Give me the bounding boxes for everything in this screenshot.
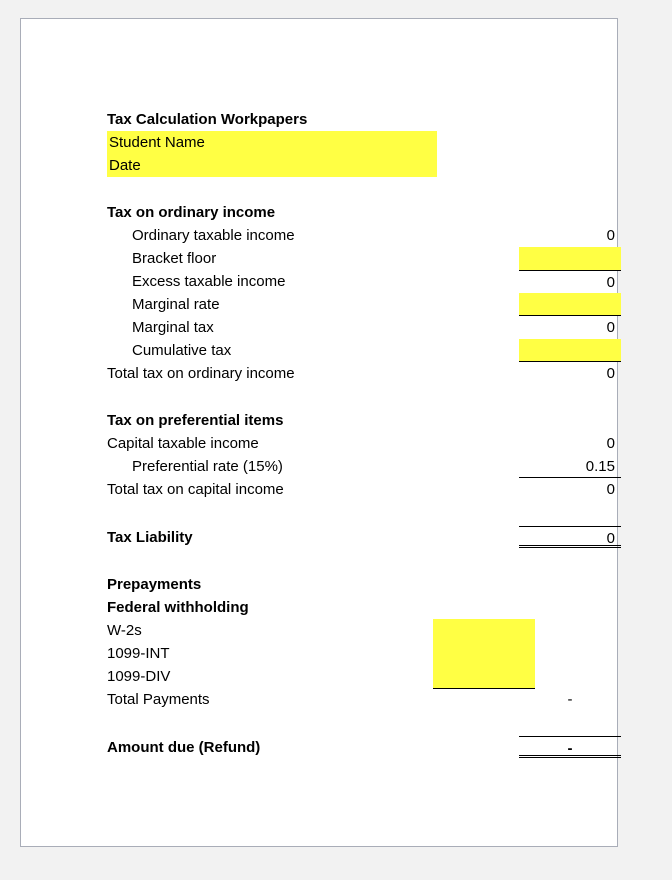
ordinary-row [107,247,537,270]
ordinary-row-label: Excess taxable income [132,273,286,290]
prepayments-heading-row [107,573,537,596]
prepayments-heading: Prepayments [107,576,202,593]
withholding-heading-row [107,596,537,619]
student-name-cell[interactable] [107,131,437,154]
ordinary-row-label: Bracket floor [132,250,217,267]
capital-total-value[interactable]: 0 [606,481,615,498]
cumulative-tax-input[interactable] [519,339,621,362]
total-payments-value[interactable]: - [567,691,573,708]
preferential-heading: Tax on preferential items [107,412,284,429]
ordinary-row-label: Marginal rate [132,296,220,313]
ordinary-row-label: Cumulative tax [132,342,232,359]
preferential-rate-value[interactable]: 0.15 [519,455,621,478]
ordinary-row [107,339,537,362]
capital-total-row [107,478,615,501]
ordinary-row [107,293,537,316]
marginal-tax-value[interactable]: 0 [606,319,615,336]
withholding-item-label: 1099-INT [107,645,170,662]
tax-liability-row [107,526,615,549]
total-payments-label: Total Payments [107,691,210,708]
withholding-item-label: 1099-DIV [107,668,171,685]
amount-due-row [107,736,573,759]
ordinary-row [107,270,615,293]
withholding-item-row [107,619,537,642]
ordinary-row [107,224,615,247]
preferential-heading-row [107,409,537,432]
excess-taxable-income-value[interactable]: 0 [519,270,621,293]
worksheet-title: Tax Calculation Workpapers [107,111,308,128]
capital-income-row [107,432,615,455]
marginal-rate-input[interactable] [519,293,621,316]
capital-income-value[interactable]: 0 [606,435,615,452]
ordinary-heading-row [107,201,537,224]
ordinary-total-label: Total tax on ordinary income [107,365,295,382]
total-payments-row [107,688,573,711]
bracket-floor-input[interactable] [519,247,621,270]
withholding-item-row [107,665,537,688]
ordinary-taxable-income-value[interactable]: 0 [606,227,615,244]
worksheet-title-row [107,108,537,131]
date-label: Date [109,157,141,174]
capital-income-label: Capital taxable income [107,435,259,452]
tax-liability-label: Tax Liability [107,529,193,546]
tax-liability-value[interactable]: 0 [519,526,621,548]
date-cell[interactable] [107,154,437,177]
withholding-item-row [107,642,537,665]
ordinary-heading: Tax on ordinary income [107,204,276,221]
withholding-heading: Federal withholding [107,599,249,616]
ordinary-row-label: Ordinary taxable income [132,227,295,244]
withholding-item-label: W-2s [107,622,142,639]
capital-total-label: Total tax on capital income [107,481,284,498]
ordinary-total-row [107,362,615,385]
ordinary-row [107,316,615,339]
worksheet-page [20,18,618,847]
amount-due-label: Amount due (Refund) [107,739,261,756]
ordinary-row-label: Marginal tax [132,319,214,336]
preferential-rate-row [107,455,615,478]
student-name-label: Student Name [109,134,205,151]
ordinary-total-value[interactable]: 0 [606,365,615,382]
preferential-rate-label: Preferential rate (15%) [132,458,283,475]
amount-due-value[interactable]: - [519,736,621,758]
